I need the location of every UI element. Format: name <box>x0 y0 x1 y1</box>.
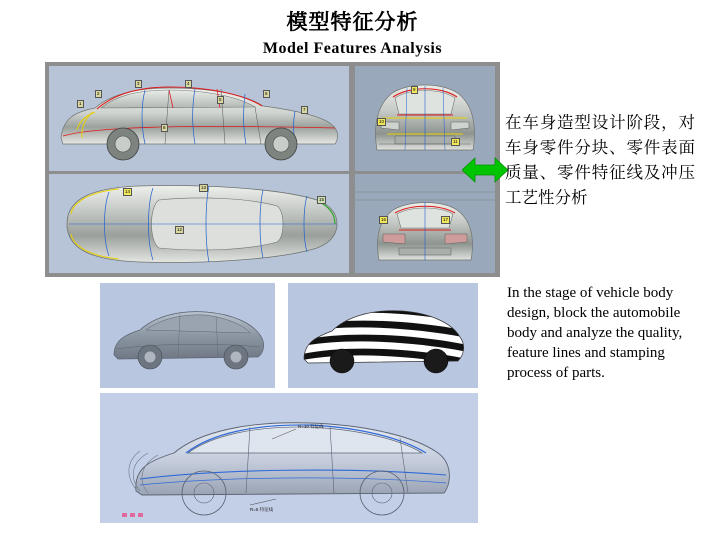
green-double-arrow <box>462 155 508 185</box>
label-17: 17 <box>443 217 449 222</box>
label-16: 16 <box>381 217 387 222</box>
label-9: 9 <box>413 87 416 92</box>
page-title-cn: 模型特征分析 <box>286 10 419 34</box>
sedan-rear-svg <box>355 174 495 273</box>
label-13: 13 <box>201 185 207 190</box>
green-double-arrow-svg <box>462 155 508 185</box>
label-3: 3 <box>137 81 140 86</box>
sedan-side-svg <box>49 66 349 171</box>
sedan-rear-wireframe <box>355 174 495 273</box>
svg-text:R=5 特征线: R=5 特征线 <box>250 507 274 512</box>
cad-surface-views-panel <box>45 62 500 277</box>
label-10: 10 <box>379 119 385 124</box>
sedan-top-wireframe <box>49 174 349 273</box>
label-6: 6 <box>265 91 268 96</box>
section-curve-analysis-panel <box>100 393 478 523</box>
shaded-car-model-panel <box>100 283 275 388</box>
zebra-stripe-analysis-panel <box>288 283 478 388</box>
label-15: 15 <box>319 197 325 202</box>
body-text-en: In the stage of vehicle body design, block the automobile body and analyze the quality, feature lines and stamping process of parts. <box>507 285 683 381</box>
label-14: 14 <box>125 189 131 194</box>
label-8: 8 <box>163 125 166 130</box>
label-1: 1 <box>79 101 82 106</box>
label-5: 5 <box>219 97 222 102</box>
label-12: 12 <box>177 227 183 232</box>
label-11: 11 <box>453 139 458 144</box>
section-curve-svg <box>100 393 478 523</box>
label-2: 2 <box>97 91 100 96</box>
label-7: 7 <box>303 107 306 112</box>
sedan-side-wireframe <box>49 66 349 171</box>
label-4: 4 <box>187 81 190 86</box>
shaded-car-model-svg <box>100 283 275 388</box>
page-title-en: Model Features Analysis <box>262 40 443 57</box>
zebra-stripe-svg <box>288 283 478 388</box>
body-text-cn: 在车身造型设计阶段，对车身零件分块、零件表面质量、零件特征线及冲压工艺性分析 <box>505 113 695 207</box>
svg-text:R=10 特征线: R=10 特征线 <box>298 424 324 429</box>
